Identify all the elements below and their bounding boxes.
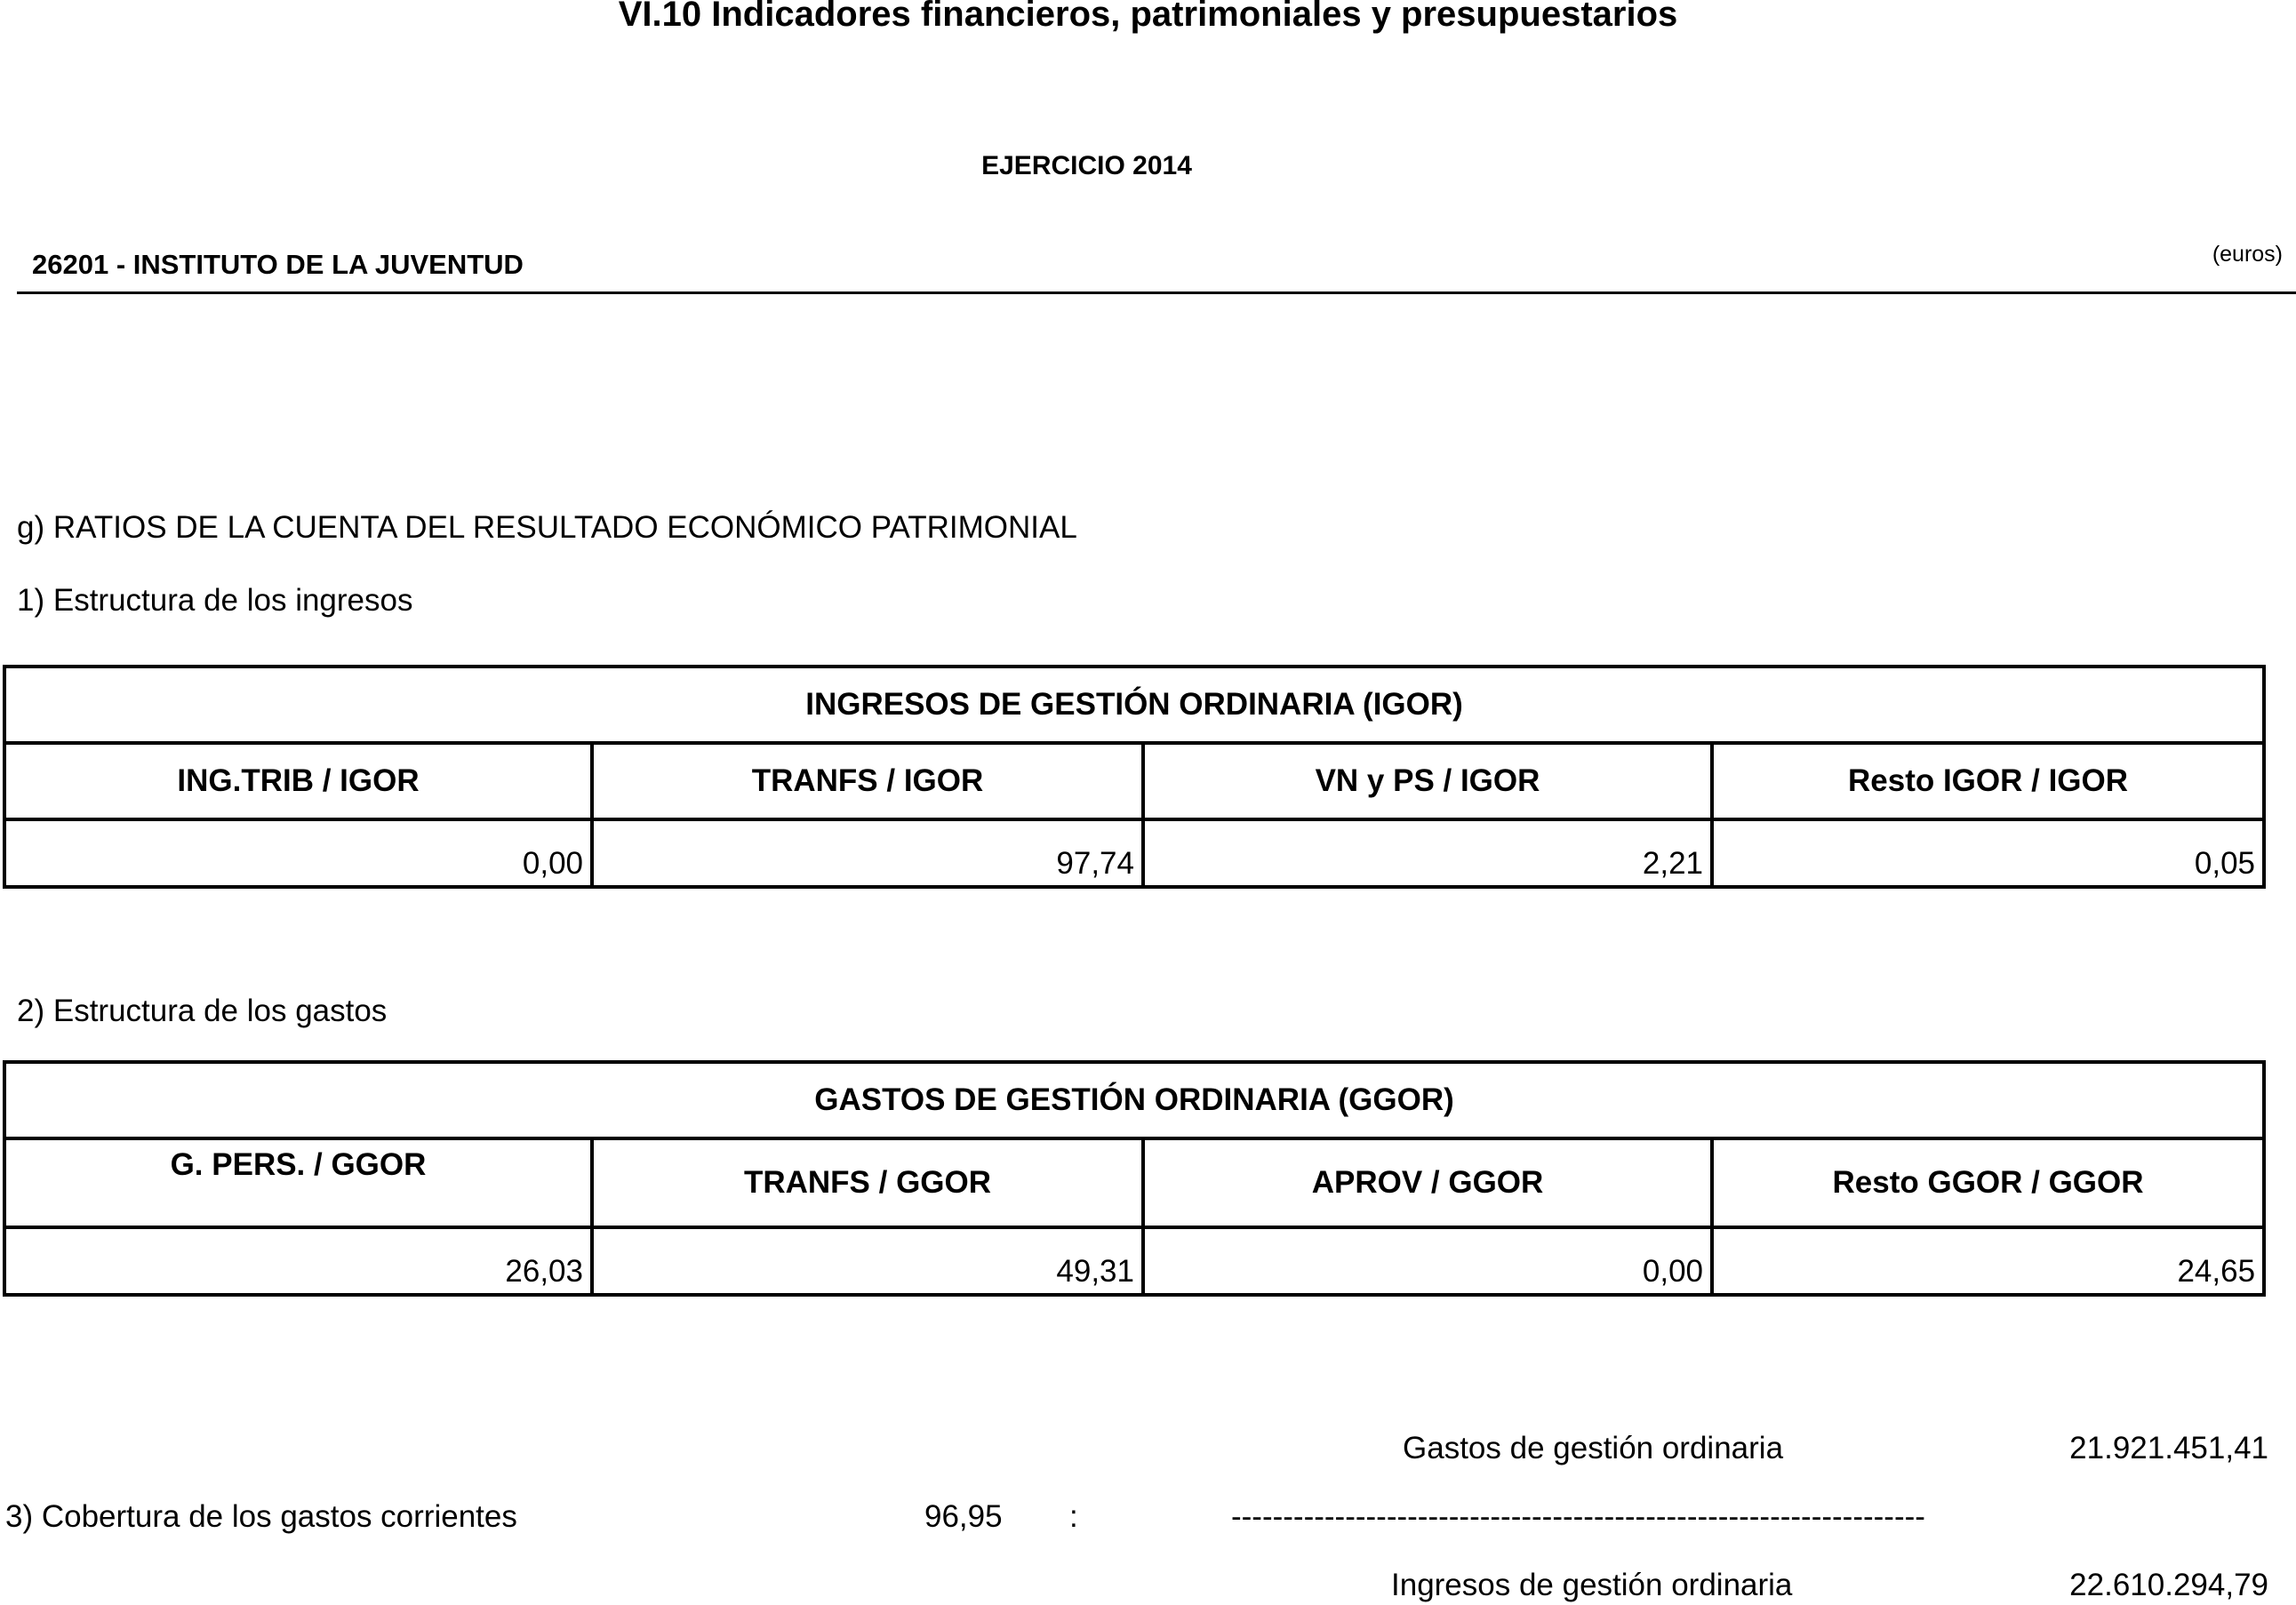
coverage-denominator-value: 22.610.294,79 [2069,1568,2268,1602]
income-structure-heading: 1) Estructura de los ingresos [17,583,413,618]
income-value-cell: 0,00 [4,819,592,887]
income-ratios-table [3,665,2266,889]
income-col-header: ING.TRIB / IGOR [4,743,592,819]
expense-value-cell: 24,65 [1712,1227,2264,1295]
income-col-header: TRANFS / IGOR [592,743,1143,819]
coverage-value: 96,95 [924,1499,1003,1534]
income-col-header: Resto IGOR / IGOR [1712,743,2264,819]
expense-value-cell: 0,00 [1143,1227,1712,1295]
income-table-title: INGRESOS DE GESTIÓN ORDINARIA (IGOR) [4,667,2264,743]
coverage-separator: : [1069,1499,1078,1534]
expense-col-header: Resto GGOR / GGOR [1712,1138,2264,1227]
expense-structure-heading: 2) Estructura de los gastos [17,994,388,1028]
coverage-numerator-value: 21.921.451,41 [2069,1431,2268,1465]
expense-table-title: GASTOS DE GESTIÓN ORDINARIA (GGOR) [4,1062,2264,1138]
coverage-label: 3) Cobertura de los gastos corrientes [5,1499,517,1534]
coverage-numerator-label: Gastos de gestión ordinaria [1403,1431,1784,1465]
header-divider [17,291,2296,294]
expense-col-header: APROV / GGOR [1143,1138,1712,1227]
coverage-fraction-line: ------------------------------------------------------------------- [1231,1499,1925,1534]
expense-ratios-table [3,1060,2266,1297]
income-value-cell: 2,21 [1143,819,1712,887]
section-g-heading: g) RATIOS DE LA CUENTA DEL RESULTADO ECONÓMICO PATRIMONIAL [17,510,1077,545]
income-value-cell: 0,05 [1712,819,2264,887]
expense-col-header: TRANFS / GGOR [592,1138,1143,1227]
expense-value-cell: 49,31 [592,1227,1143,1295]
units-label: (euros) [2212,242,2283,267]
income-value-cell: 97,74 [592,819,1143,887]
expense-col-header: G. PERS. / GGOR [4,1138,592,1227]
coverage-denominator-label: Ingresos de gestión ordinaria [1391,1568,1793,1602]
income-col-header: VN y PS / IGOR [1143,743,1712,819]
expense-value-cell: 26,03 [4,1227,592,1295]
exercise-year: EJERCICIO 2014 [981,151,1192,180]
entity-name: 26201 - INSTITUTO DE LA JUVENTUD [32,249,524,280]
page-title: VI.10 Indicadores financieros, patrimoniales y presupuestarios [618,0,1678,34]
